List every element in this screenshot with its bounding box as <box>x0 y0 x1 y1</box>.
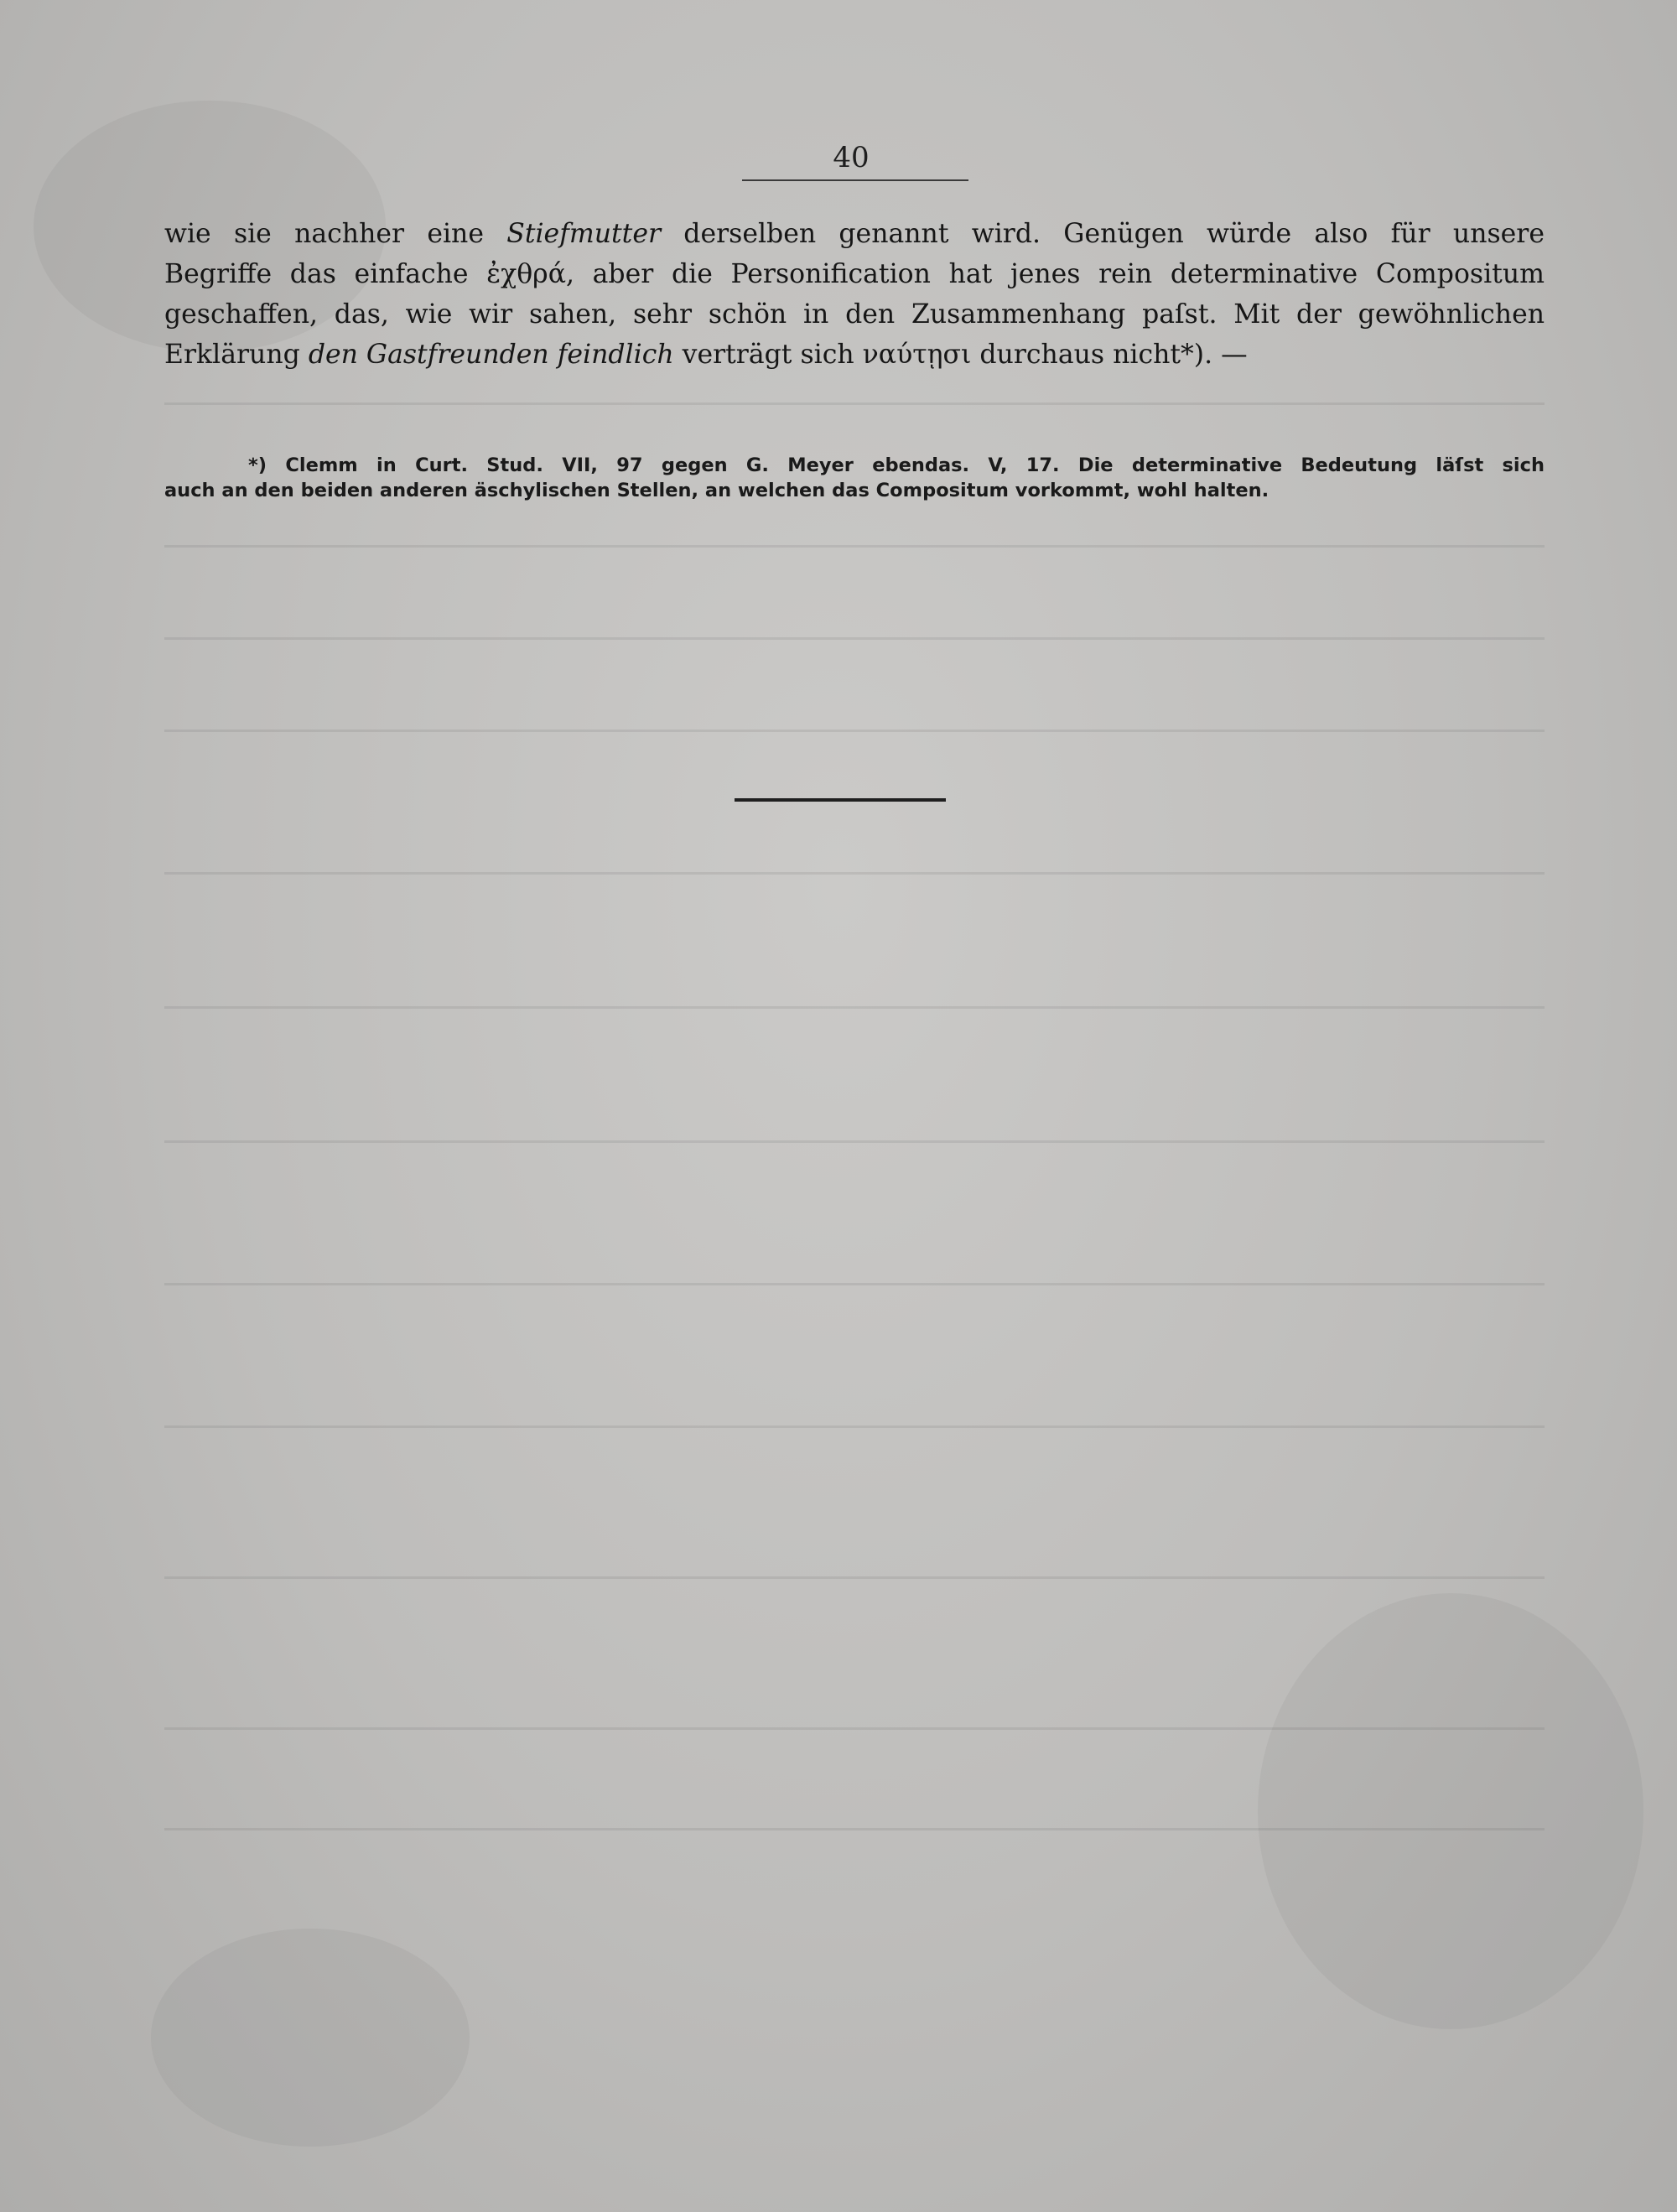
body-text <box>164 214 1545 375</box>
bleed-through-line <box>164 545 1545 548</box>
page-number: 40 <box>833 141 870 174</box>
bleed-through-line <box>164 1425 1545 1428</box>
bleed-through-line <box>164 872 1545 875</box>
header-rule <box>742 179 968 181</box>
bleed-through-line <box>164 1727 1545 1730</box>
footnote-line: auch an den beiden anderen äschylischen Stellen, an welchen das Compositum vorkommt, wohl halten. <box>164 480 1269 501</box>
emphasis: Stiefmutter <box>506 219 662 249</box>
text-line: Erklärung den Gastfreunden feindlich verträgt sich ναύτῃσι durchaus nicht*). — <box>164 340 1248 370</box>
text-line: geschaffen, das, wie wir sahen, sehr schön in den Zusammenhang paſst. Mit der gewöhnlichen <box>164 299 1545 330</box>
bleed-through-line <box>164 402 1545 405</box>
bleed-through-line <box>164 1828 1545 1830</box>
footnote <box>164 453 1545 503</box>
bleed-through-line <box>164 730 1545 732</box>
bleed-through-line <box>164 1140 1545 1143</box>
emphasis: den Gastfreunden feindlich <box>308 340 674 370</box>
bleed-through-line <box>164 1006 1545 1009</box>
footnote-line: *) Clemm in Curt. Stud. VII, 97 gegen G. Meyer ebendas. V, 17. Die determinative Bedeutung läſst sich <box>248 454 1545 476</box>
bleed-through-line <box>164 637 1545 640</box>
text-line: wie sie nachher eine Stiefmutter derselben genannt wird. Genügen würde also für unsere <box>164 219 1545 249</box>
paper-stain <box>1258 1593 1643 2029</box>
text-line: Begriffe das einfache ἐχθρά, aber die Personification hat jenes rein determinative Compositum <box>164 259 1545 289</box>
paper-stain <box>151 1929 470 2147</box>
bleed-through-line <box>164 1283 1545 1285</box>
bleed-through-line <box>164 1576 1545 1579</box>
section-end-rule <box>735 798 946 802</box>
